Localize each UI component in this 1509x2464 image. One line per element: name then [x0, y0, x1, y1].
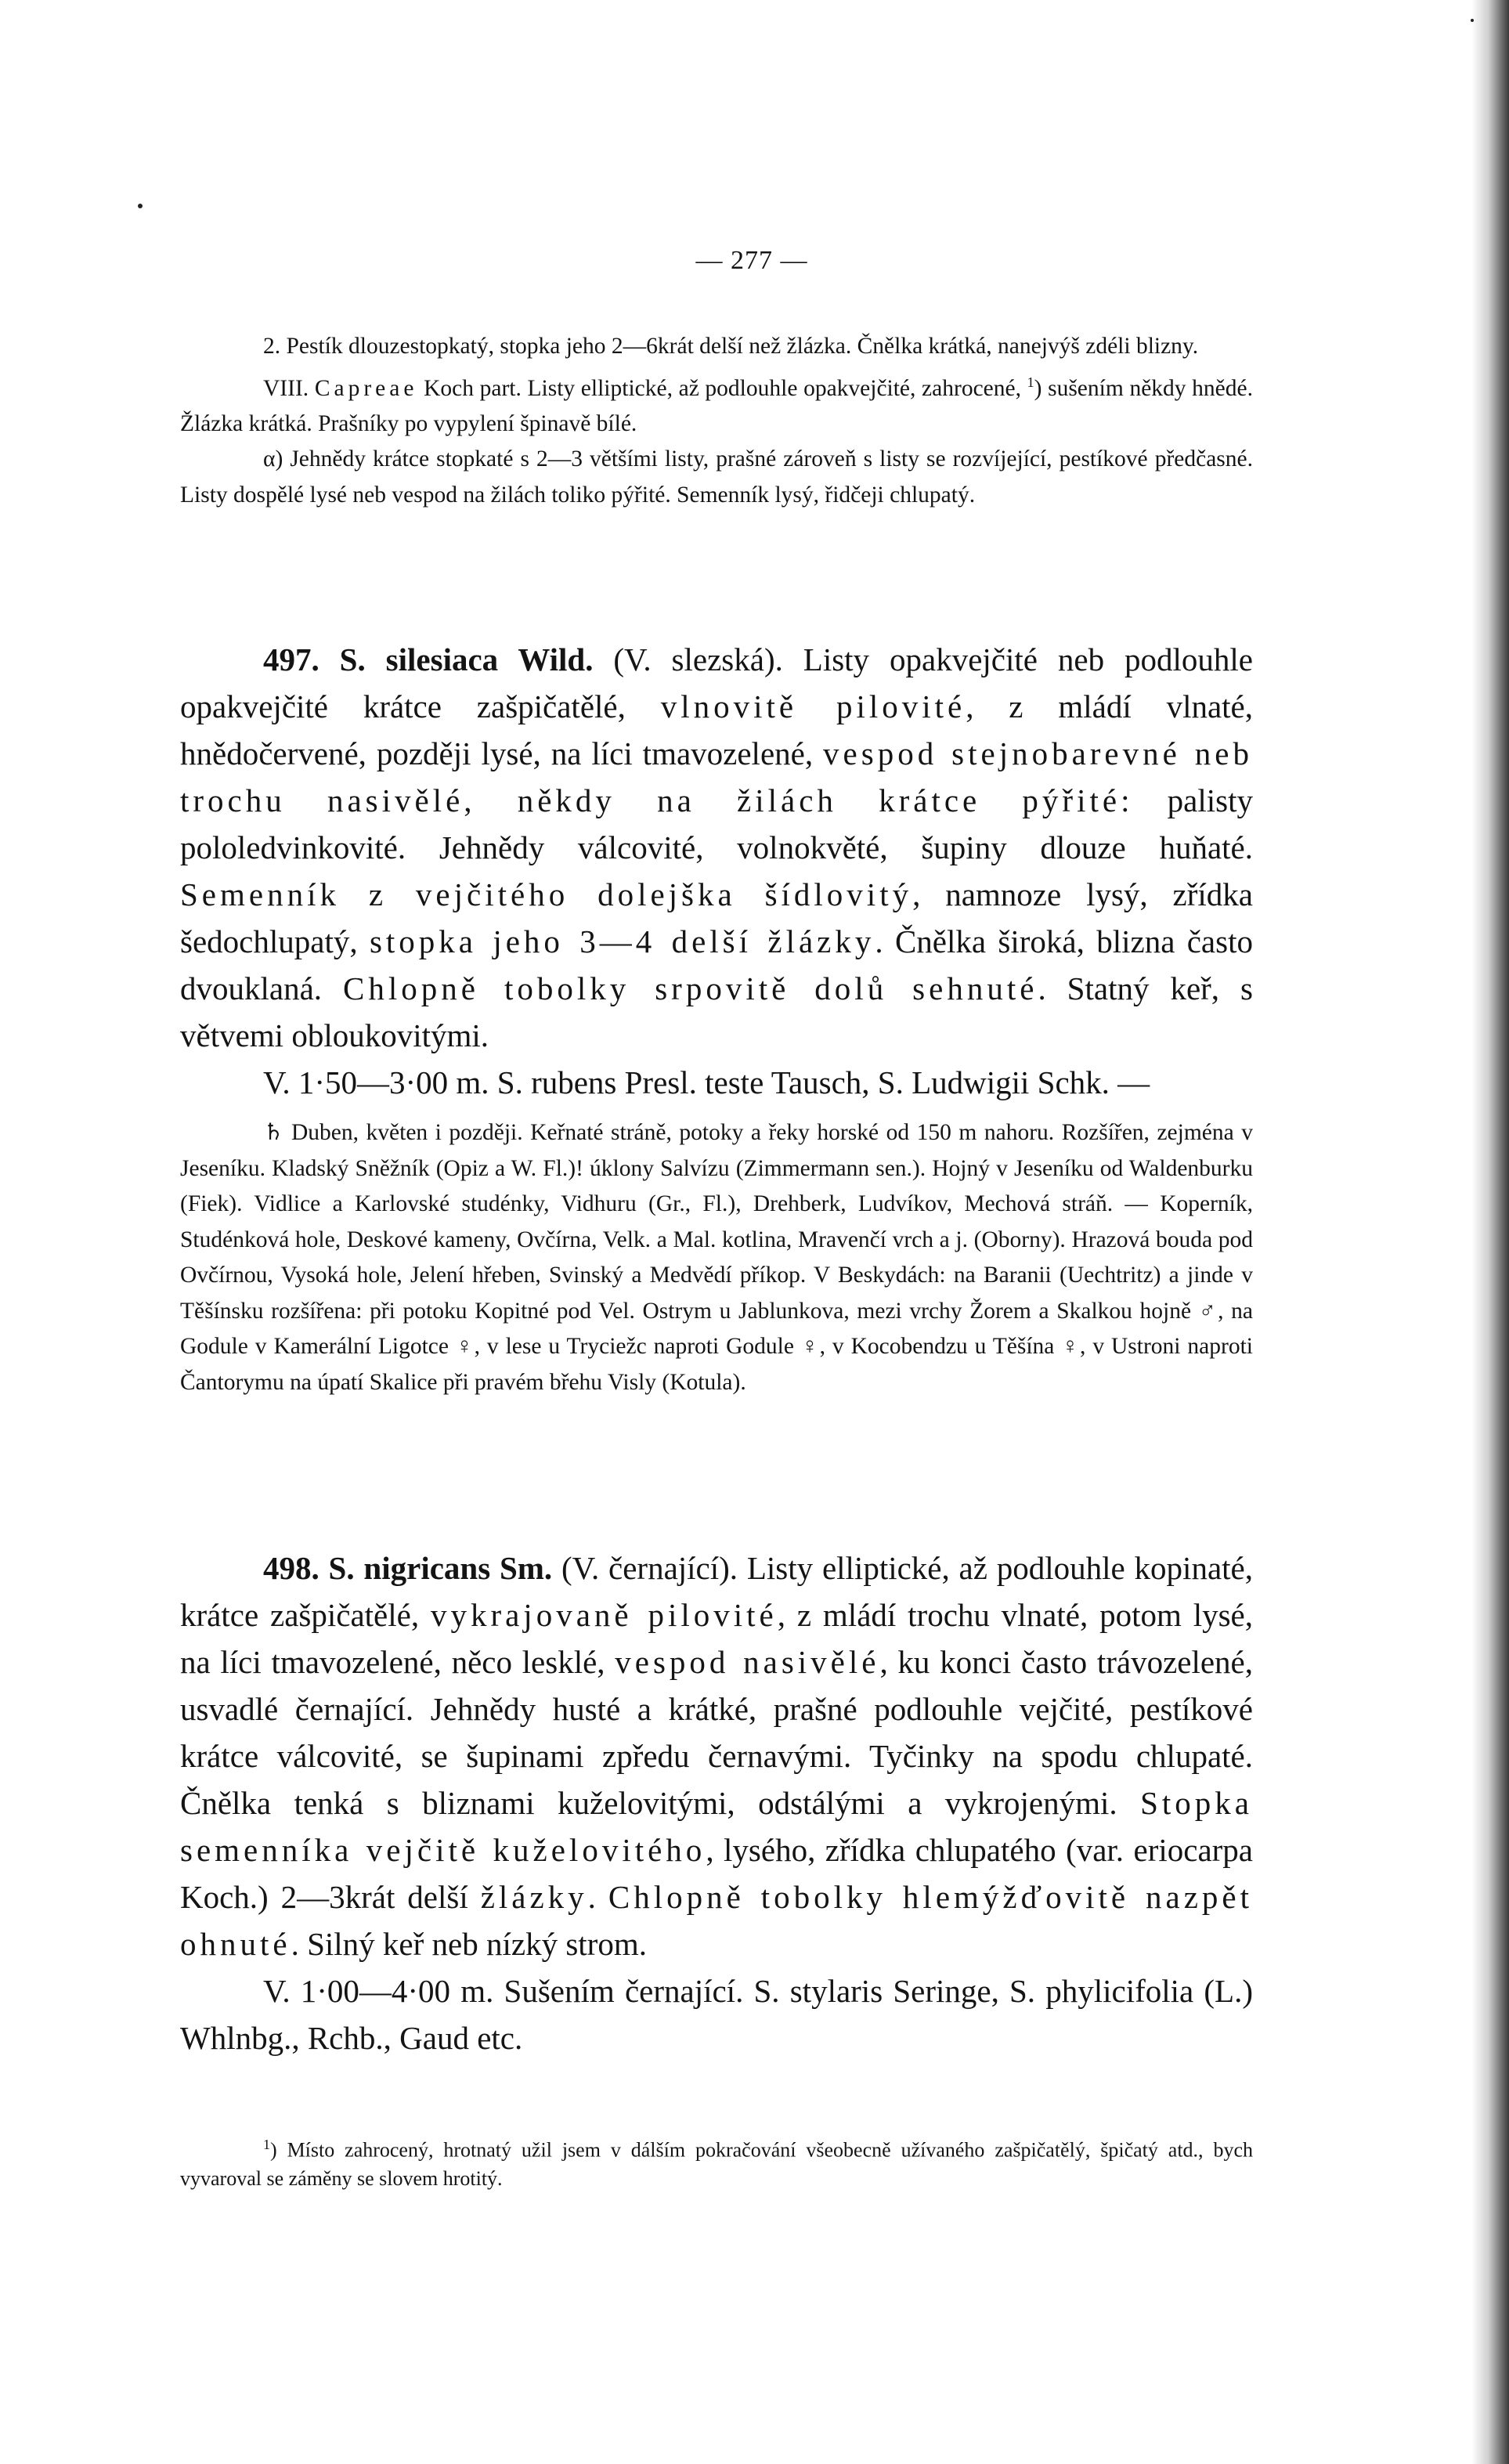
spaced-text: Semenník z vejčitého dolejška šídlovitý [180, 876, 913, 912]
spaced-text: Stopka semenníka vejčitě kuželovitého [180, 1785, 1253, 1868]
text-run: . Statný keř, s větvemi obloukovitými. [180, 970, 1253, 1053]
text-run: . [587, 1879, 608, 1915]
species-497-description [180, 636, 1253, 1059]
species-498-entry [180, 1545, 1253, 2061]
text-run: , namnoze lysý, zřídka šedochlupatý, [180, 876, 1253, 959]
species-497-author: Wild. [498, 641, 594, 677]
species-497-entry [180, 636, 1253, 1400]
scan-speck [138, 204, 143, 208]
species-498-size-synonyms: V. 1·00—4·00 m. Sušením černající. S. stylaris Seringe, S. phylicifolia (L.) Whlnbg., Rchb., Gaud etc. [180, 1973, 1253, 2056]
section-viii-title: Capreae [314, 375, 418, 401]
spaced-text: vespod nasivělé [615, 1644, 880, 1680]
section-viii-text: Koch part. Listy elliptické, až podlouhle opakvejčité, zahrocené, [417, 375, 1027, 401]
pistil-paragraph: 2. Pestík dlouzestopkatý, stopka jeho 2—6krát delší než žlázka. Čnělka krátká, nanejvýš zdéli blizny. [263, 334, 1199, 359]
subsection-alpha-paragraph: α) Jehnědy krátce stopkaté s 2—3 většími listy, prašné zároveň s listy se rozvíjející, pestíkové předčasné. Listy dospělé lysé neb vespod na žilách toliko pýřité. Semenník lysý, řidčeji chlupatý. [180, 446, 1253, 508]
section-viii-prefix: VIII. [263, 375, 315, 401]
spaced-text: Chlopně tobolky hlemýžďovitě nazpět ohnuté [180, 1879, 1254, 1962]
text-run: , lysého, zřídka chlupatého (var. eriocarpa Koch.) 2—3krát delší [180, 1832, 1253, 1915]
page-number: — 277 — [695, 246, 808, 275]
species-498-name: nigricans [363, 1550, 491, 1586]
spaced-text: žlázky [480, 1879, 588, 1915]
spaced-text: vykrajovaně pilovité [430, 1597, 778, 1633]
text-run: (V. černající). Listy elliptické, až podlouhle kopinaté, krátce zašpičatělé, [180, 1550, 1253, 1633]
text-run: (V. slezská). Listy opakvejčité neb podlouhle opakvejčité krátce zašpičatělé, [180, 641, 1253, 724]
text-run: . Silný keř neb nízký strom. [291, 1926, 647, 1962]
spaced-text: stopka jeho 3—4 delší žlázky [369, 923, 875, 959]
section-viii-paragraph [180, 365, 1253, 443]
species-497-name: silesiaca [385, 641, 499, 677]
species-498-number: 498. S. [263, 1550, 364, 1586]
species-497-distribution: ♄ Duben, květen i později. Keřnaté stráně, potoky a řeky horské od 150 m nahoru. Rozšířen, zejména v Jeseníku. Kladský Sněžník (Opiz a W. Fl.)! úklony Salvízu (Zimmermann sen.). Hojný v Jeseníku od Waldenburku (Fiek). Vidlice a Karlovské studénky, Vidhuru (Gr., Fl.), Drehberk, Ludvíkov, Mechová stráň. — Koperník, Studénková hole, Deskové kameny, Ovčírna, Velk. a Mal. kotlina, Mravenčí vrch a j. (Oborny). Hrazová bouda pod Ovčírnou, Vysoká hole, Jelení hřeben, Svinský a Medvědí příkop. V Beskydách: na Baranii (Uechtritz) a jinde v Těšínsku rozšířena: při potoku Kopitné pod Vel. Ostrym u Jablunkova, mezi vrchy Žorem a Skalkou hojně ♂, na Godule v Kamerální Ligotce ♀, v lese u Tryciežc naproti Godule ♀, v Kocobendzu u Těšína ♀, v Ustroni naproti Čantorymu na úpatí Skalice při pravém břehu Visly (Kotula). [180, 1120, 1253, 1395]
intro-block [180, 329, 1253, 513]
text-run: : palisty pololedvinkovité. Jehnědy válcovité, volnokvěté, šupiny dlouze huňaté. [180, 782, 1253, 865]
text-run: , ku konci často trávozelené, usvadlé černající. Jehnědy husté a krátké, prašné podlouhle vejčité, pestíkové krátce válcovité, se šupinami zpředu černavými. Tyčinky na spodu chlupaté. Čnělka tenká s bliznami kuželovitými, odstálými a vykrojenými. [180, 1644, 1254, 1821]
text-run: . Čnělka široká, blizna často dvouklaná. [180, 923, 1253, 1006]
scan-speck [1471, 19, 1474, 22]
spaced-text: Chlopně tobolky srpovitě dolů sehnuté [343, 970, 1038, 1006]
footnote [180, 2130, 1253, 2193]
footnote-text [180, 2130, 1253, 2193]
spaced-text: vespod stejnobarevné neb trochu nasivělé, někdy na žilách krátce pýřité [180, 735, 1253, 818]
text-run: , z mládí vlnaté, hnědočervené, později lysé, na líci tmavozelené, [180, 688, 1253, 771]
species-498-author: Sm. [490, 1550, 553, 1586]
species-498-description [180, 1545, 1253, 1967]
spaced-text: vlnovitě pilovité [660, 688, 966, 724]
footnote-reference: 1 [1027, 374, 1034, 390]
footnote-body: ) Místo zahrocený, hrotnatý užil jsem v dálším pokračování všeobecně užívaného zašpičatělý, špičatý atd., bych vyvaroval se záměny se slovem hrotitý. [180, 2138, 1253, 2190]
species-497-size-synonyms: V. 1·50—3·00 m. S. rubens Presl. teste Tausch, S. Ludwigii Schk. — [263, 1064, 1150, 1100]
footnote-mark: 1 [263, 2137, 270, 2152]
scan-edge-shadow [1471, 0, 1509, 2464]
text-run: , z mládí trochu vlnaté, potom lysé, na líci tmavozelené, něco lesklé, [180, 1597, 1254, 1680]
section-viii-text-cont: ) sušením někdy hnědé. Žlázka krátká. Prašníky po vypylení špinavě bílé. [180, 375, 1253, 436]
species-497-number: 497. S. [263, 641, 386, 677]
